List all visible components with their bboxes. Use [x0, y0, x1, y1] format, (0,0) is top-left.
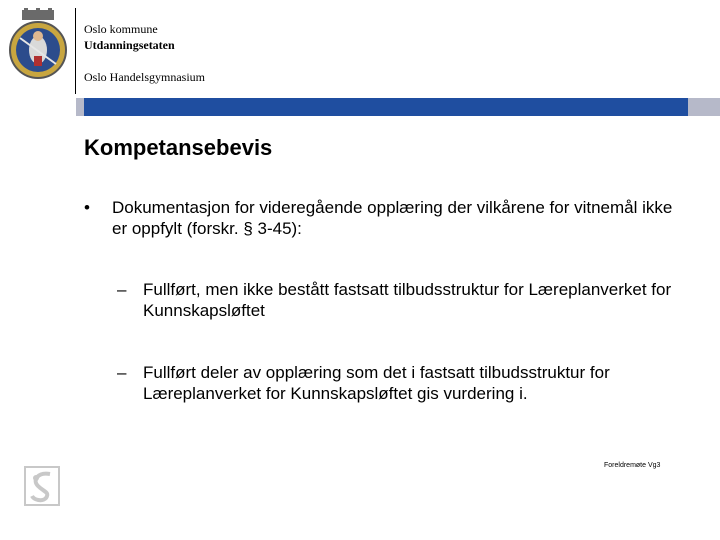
header-band-left [76, 98, 84, 116]
org-name: Oslo kommune [84, 22, 158, 36]
footer-label: Foreldremøte Vg3 [604, 462, 661, 469]
slide-title: Kompetansebevis [84, 135, 273, 160]
org-department: Utdanningsetaten [84, 38, 175, 52]
bullet-marker: • [84, 198, 90, 217]
header-band-right [688, 98, 720, 116]
header-divider [75, 8, 76, 94]
school-name: Oslo Handelsgymnasium [84, 70, 205, 84]
header-band [84, 98, 688, 116]
bullet-text: Dokumentasjon for videregående opplæring der vilkårene for vitnemål ikke er oppfylt (forskr. § 3-45): [112, 198, 673, 238]
school-logo-icon [24, 466, 60, 506]
dash-marker: – [117, 363, 127, 382]
sub-item-text: Fullført, men ikke bestått fastsatt tilbudsstruktur for Læreplanverket for Kunnskapsløftet [143, 280, 672, 320]
dash-marker: – [117, 280, 127, 299]
sub-item-text: Fullført deler av opplæring som det i fastsatt tilbudsstruktur for Læreplanverket for Kunnskapsløftet gis vurdering i. [143, 363, 610, 403]
oslo-crest-logo [8, 8, 68, 82]
